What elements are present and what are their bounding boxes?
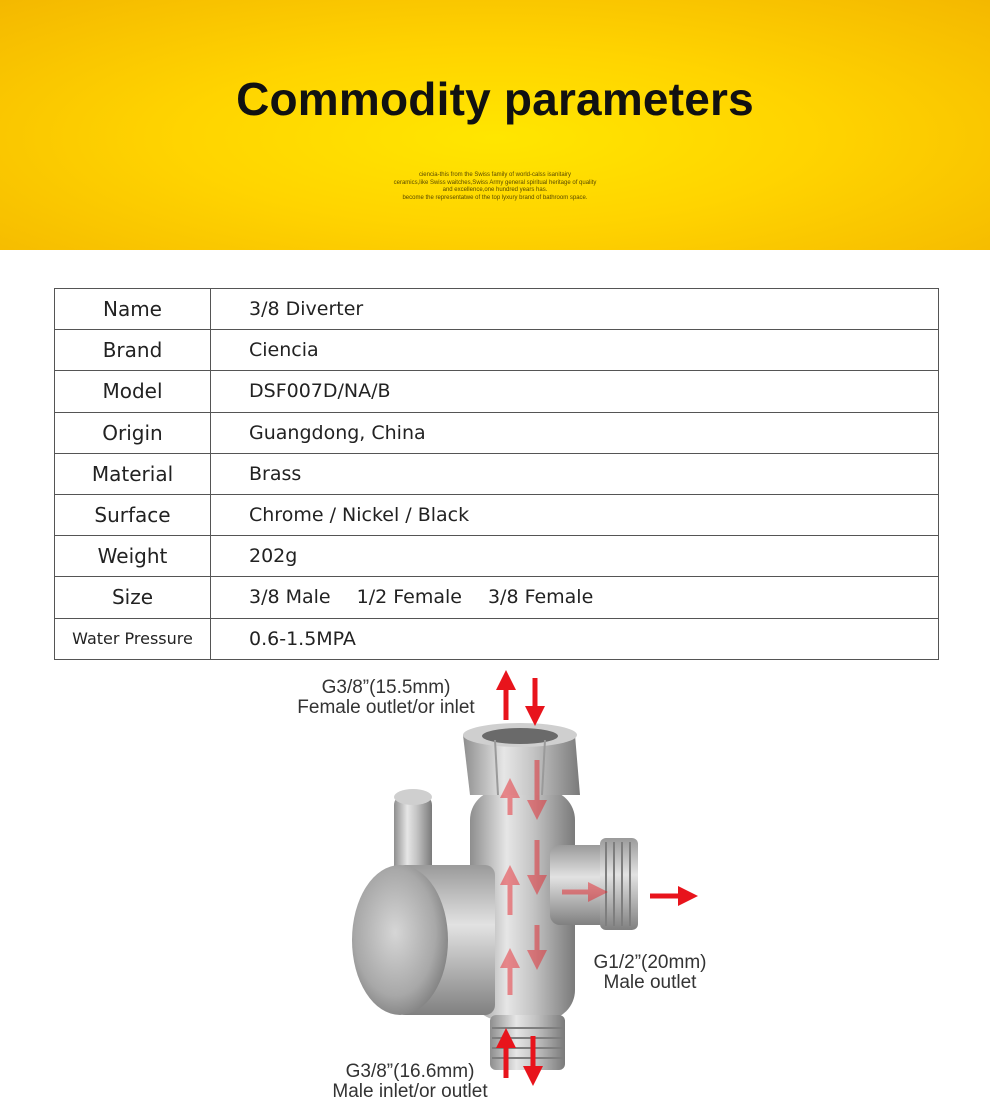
diverter-illustration (0, 660, 990, 1111)
top-port-desc: Female outlet/or inlet (297, 697, 475, 718)
spec-value: Chrome / Nickel / Black (211, 494, 939, 535)
spec-label: Material (55, 453, 211, 494)
size-part: 1/2 Female (356, 586, 462, 609)
table-row (55, 618, 939, 659)
table-row (55, 536, 939, 577)
description-line: become the representatwe of the top lyxury brand of bathroom space. (402, 194, 588, 201)
right-port-desc: Male outlet (603, 972, 697, 993)
size-part: 3/8 Female (487, 586, 594, 609)
page-title: Commodity parameters (236, 73, 754, 125)
spec-value: Brass (211, 453, 939, 494)
top-port-size: G3/8”(15.5mm) (321, 677, 451, 698)
product-diagram (0, 660, 990, 1111)
bottom-port-label (305, 1062, 515, 1102)
bottom-port-desc: Male inlet/or outlet (332, 1081, 488, 1102)
spec-label: Brand (55, 330, 211, 371)
spec-value: 202g (211, 536, 939, 577)
spec-label: Water Pressure (55, 618, 211, 659)
header-banner (0, 0, 990, 250)
spec-value: 0.6-1.5MPA (211, 618, 939, 659)
table-row (55, 289, 939, 330)
table-row (55, 330, 939, 371)
right-port-label (580, 953, 720, 993)
hex-nut (463, 723, 580, 795)
description-line: and excellence,one hundred years has. (442, 187, 548, 193)
spec-label: Size (55, 577, 211, 618)
spec-value: Guangdong, China (211, 412, 939, 453)
brand-description (300, 172, 690, 202)
spec-value: Ciencia (211, 330, 939, 371)
bottom-port-size: G3/8”(16.6mm) (345, 1061, 475, 1082)
spec-label: Name (55, 289, 211, 330)
spec-label: Model (55, 371, 211, 412)
description-line: ciencia-this from the Swiss family of world-calss isanitairy (418, 172, 572, 178)
spec-value: DSF007D/NA/B (211, 371, 939, 412)
table-row (55, 494, 939, 535)
spec-label: Surface (55, 494, 211, 535)
description-line: ceramics,like Swiss waitches,Swiss Army general spiritual heritage of quality (393, 179, 597, 186)
spec-value (211, 577, 939, 618)
right-port-size: G1/2”(20mm) (593, 952, 707, 973)
size-part: 3/8 Male (249, 586, 331, 609)
spec-label: Origin (55, 412, 211, 453)
spec-value: 3/8 Diverter (211, 289, 939, 330)
top-port-label (276, 678, 496, 718)
table-row (55, 577, 939, 618)
spec-table (54, 288, 939, 660)
table-row (55, 371, 939, 412)
spec-label: Weight (55, 536, 211, 577)
table-row (55, 453, 939, 494)
table-row (55, 412, 939, 453)
